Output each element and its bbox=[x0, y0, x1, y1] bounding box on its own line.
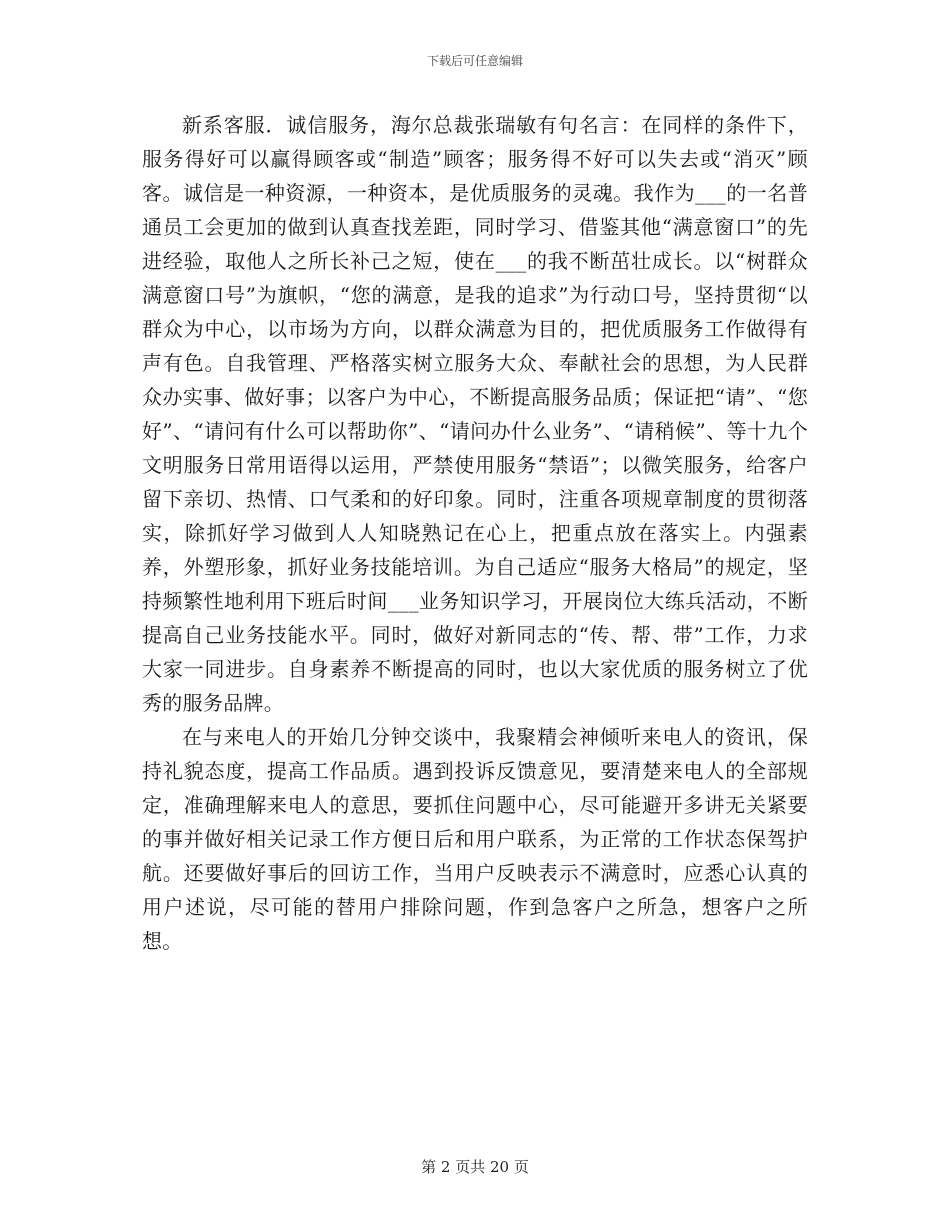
paragraph-1: 新系客服．诚信服务，海尔总裁张瑞敏有句名言：在同样的条件下，服务得好可以赢得顾客或“制造”顾客；服务得不好可以失去或“消灭”顾客。诚信是一种资源，一种资本，是优质服务的灵魂。我作为___的一名普通员工会更加的做到认真查找差距，同时学习、借鉴其他“满意窗口”的先进经验，取他人之所长补己之短，使在___的我不断茁壮成长。以“树群众满意窗口号”为旗帜，“您的满意，是我的追求”为行动口号，坚持贯彻“以群众为中心，以市场为方向，以群众满意为目的，把优质服务工作做得有声有色。自我管理、严格落实树立服务大众、奉献社会的思想，为人民群众办实事、做好事；以客户为中心，不断提高服务品质；保证把“请”、“您好”、“请问有什么可以帮助你”、“请问办什么业务”、“请稍候”、等十九个文明服务日常用语得以运用，严禁使用服务“禁语”；以微笑服务，给客户留下亲切、热情、口气柔和的好印象。同时，注重各项规章制度的贯彻落实，除抓好学习做到人人知晓熟记在心上，把重点放在落实上。内强素养，外塑形象，抓好业务技能培训。为自己适应“服务大格局”的规定，坚持频繁性地利用下班后时间___业务知识学习，开展岗位大练兵活动，不断提高自己业务技能水平。同时，做好对新同志的“传、帮、带”工作，力求大家一同进步。自身素养不断提高的同时，也以大家优质的服务树立了优秀的服务品牌。 bbox=[142, 113, 808, 715]
page-number: 第 2 页共 20 页 bbox=[421, 1158, 529, 1176]
document-body bbox=[142, 108, 808, 958]
paragraph-2: 在与来电人的开始几分钟交谈中，我聚精会神倾听来电人的资讯，保持礼貌态度，提高工作品质。遇到投诉反馈意见，要清楚来电人的全部规定，准确理解来电人的意思，要抓住问题中心，尽可能避开多讲无关紧要的事并做好相关记录工作方便日后和用户联系，为正常的工作状态保驾护航。还要做好事后的回访工作，当用户反映表示不满意时，应悉心认真的用户述说，尽可能的替用户排除问题，作到急客户之所急，想客户之所想。 bbox=[142, 725, 808, 953]
page-header-note: 下载后可任意编辑 bbox=[426, 54, 523, 68]
